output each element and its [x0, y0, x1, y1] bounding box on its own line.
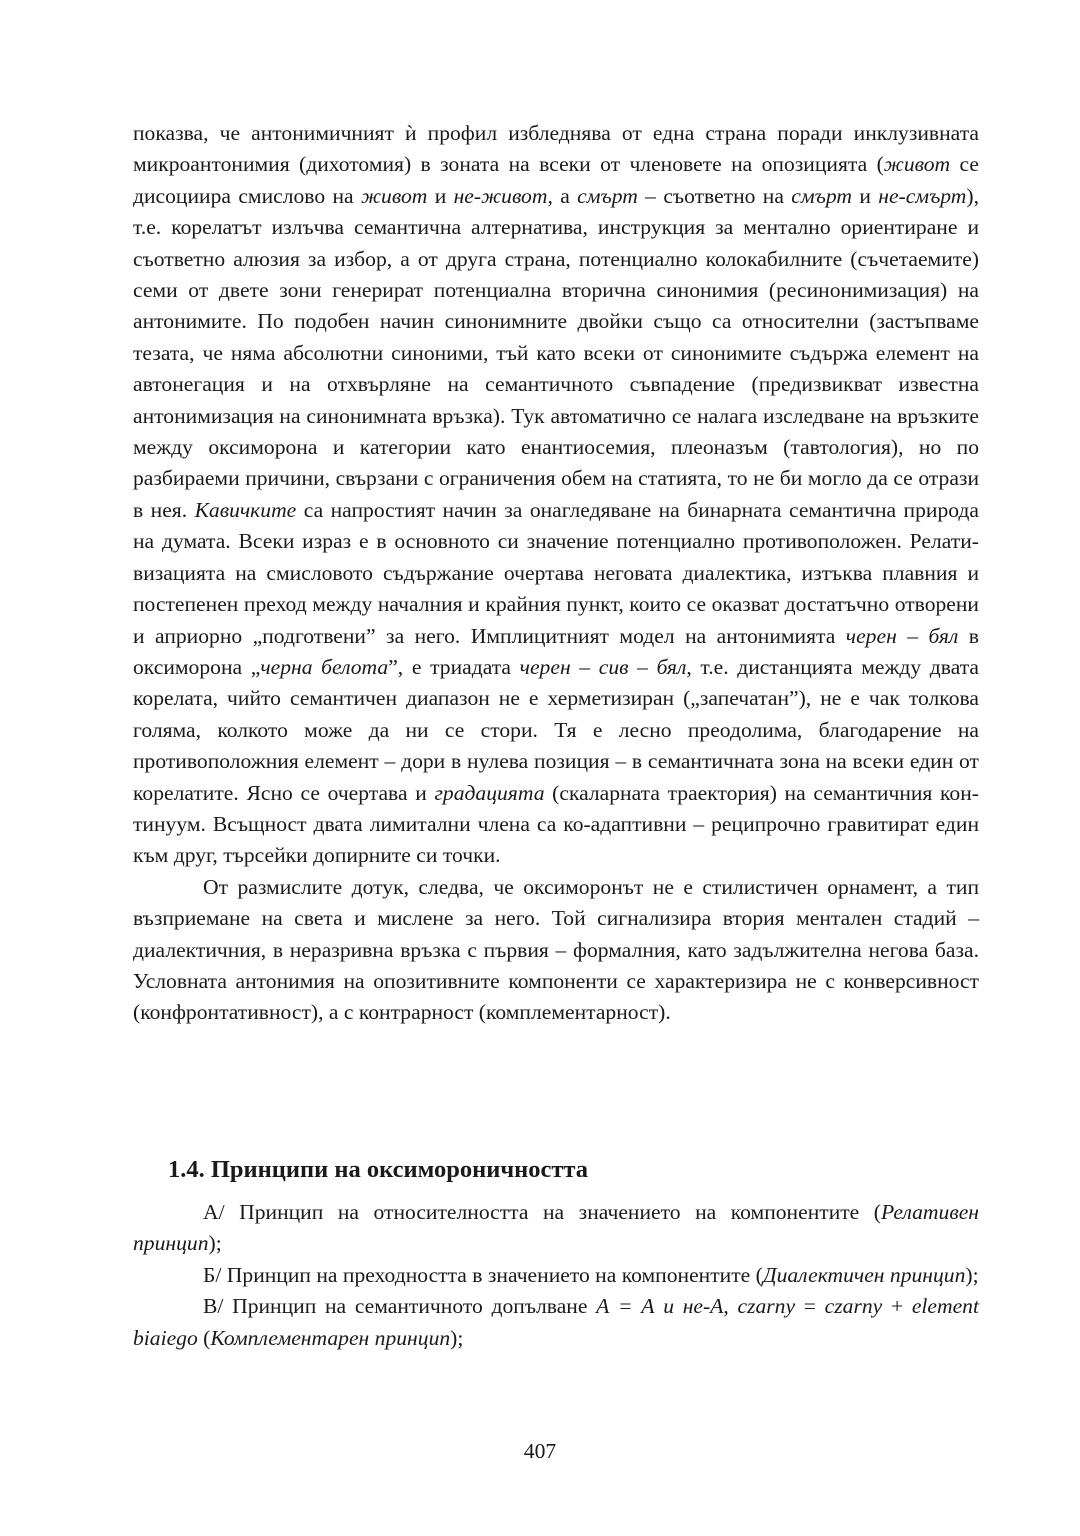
- principles-list: [133, 1197, 979, 1354]
- text-run: В/ Принцип на семантичното допълване: [203, 1294, 597, 1319]
- text-run: +: [882, 1294, 912, 1319]
- text-run: (скаларната траектория) на семантичния континуум. Всъщност двата лимитални члена са ко-адаптивни – реципрочно гравитират един към друг, търсейки допирните си точки.: [133, 780, 979, 868]
- text-run: ), т.е. корелатът излъчва семантична алтернатива, инструкция за ментално ориентиране и съответно алюзия за избор, а от друга страна, потенциално колокабилните (съчетаемите) семи от двете зони генерират потенциална вторична синонимия (ресинонимизация) на антонимите. По подобен начин синонимните двойки също са относителни (застъпваме тезата, че няма абсолютни синоними, тъй като всеки от синонимите съдържа елемент на автонегация и на отхвърляне на семантичното съвпадение (предизвикват известна антонимизация на синонимната връзка). Тук автоматично се налага изследване на връзките между оксиморона и категории като енантиосемия, плеоназъм (тавтология), но по разбираеми причини, свързани с ограничения обем на статията, то не би могло да се отрази в нея.: [133, 183, 979, 522]
- italic-text: черен – бял: [845, 623, 959, 648]
- principle-item: [133, 1260, 979, 1291]
- text-run: =: [795, 1294, 825, 1319]
- principle-item: [133, 1197, 979, 1260]
- italic-text: czarny: [824, 1294, 883, 1319]
- paragraph: [133, 118, 979, 872]
- italic-text: не-живот: [453, 183, 548, 208]
- italic-text: живот: [883, 152, 951, 177]
- text-run: А/ Принцип на относителността на значението на компонентите (: [203, 1200, 881, 1224]
- italic-text: живот: [360, 183, 428, 208]
- italic-text: А = А и не-А: [596, 1294, 724, 1319]
- italic-text: черна белота: [260, 654, 389, 679]
- page-number: 407: [523, 1439, 557, 1463]
- paragraph: [133, 872, 979, 1029]
- text-run: );: [965, 1262, 979, 1287]
- italic-text: смърт: [577, 183, 638, 208]
- text-run: (: [197, 1325, 211, 1350]
- text-run: Б/ Принцип на преходността в значението на компонентите (: [203, 1262, 763, 1287]
- body-text: [133, 118, 979, 1029]
- italic-text: czarny: [737, 1294, 796, 1319]
- italic-text: градацията: [434, 780, 545, 805]
- italic-text: смърт: [791, 183, 852, 208]
- italic-text: Диалектичен принцип: [762, 1262, 966, 1287]
- text-run: – съответно на: [637, 183, 792, 208]
- italic-text: черен – сив – бял: [519, 654, 687, 679]
- text-run: );: [208, 1231, 222, 1256]
- text-run: са напростият начин за онагледяване на бинарната семантична природа на думата. Всеки израз е в основното си значение потенциално противоположен. Релативизацията на смисловото съдържание очертава неговата диалектика, изтъква плавния и постепенен преход между началния и крайния пункт, които се оказват достатъчно отворени и априорно „подготвени” за него. Имплицитният модел на антонимията: [133, 497, 979, 648]
- text-run: показва, че антонимичният ѝ профил избледнява от една страна поради инклузивната микроантонимия (дихотомия) в зоната на всеки от членовете на опозицията (: [133, 121, 979, 177]
- text-run: От размислите дотук, следва, че оксиморонът не е стилистичен орнамент, а тип възприемане на света и мислене за него. Той сигнализира втория ментален стадий – диалектичния, в неразривна връзка с първия – формалния, като задължителна негова база. Условната антонимия на опозитивните компоненти се характеризира не с конверсивност (конфронтативност), а с контрарност (комплементарност).: [133, 874, 979, 1025]
- italic-text: Релативен принцип: [133, 1200, 979, 1256]
- italic-text: element biaiego: [133, 1294, 979, 1350]
- text-run: );: [450, 1325, 464, 1350]
- text-run: , а: [547, 183, 578, 208]
- text-run: и: [427, 183, 454, 208]
- text-run: в оксиморона „: [133, 623, 979, 679]
- text-run: ,: [723, 1294, 738, 1319]
- text-run: , т.е. дистанцията между двата корелата, чийто семантичен диапазон не е херметизиран („запечатан”), не е чак толкова голяма, колкото може да ни се стори. Тя е лесно преодолима, благодарение на противоположния елемент – дори в нулева позиция – в семантичната зона на всеки един от корелатите. Ясно се очертава и: [133, 654, 980, 805]
- italic-text: Кавичките: [194, 497, 297, 522]
- principle-item: [133, 1291, 979, 1354]
- text-run: ”, е триадата: [388, 654, 520, 679]
- text-run: се дисоциира смислово на: [133, 152, 979, 208]
- section-heading: 1.4. Принципи на оксимороничността: [168, 1156, 589, 1183]
- italic-text: не-смърт: [878, 183, 967, 208]
- text-run: и: [851, 183, 879, 208]
- italic-text: Комплементарен принцип: [210, 1325, 451, 1350]
